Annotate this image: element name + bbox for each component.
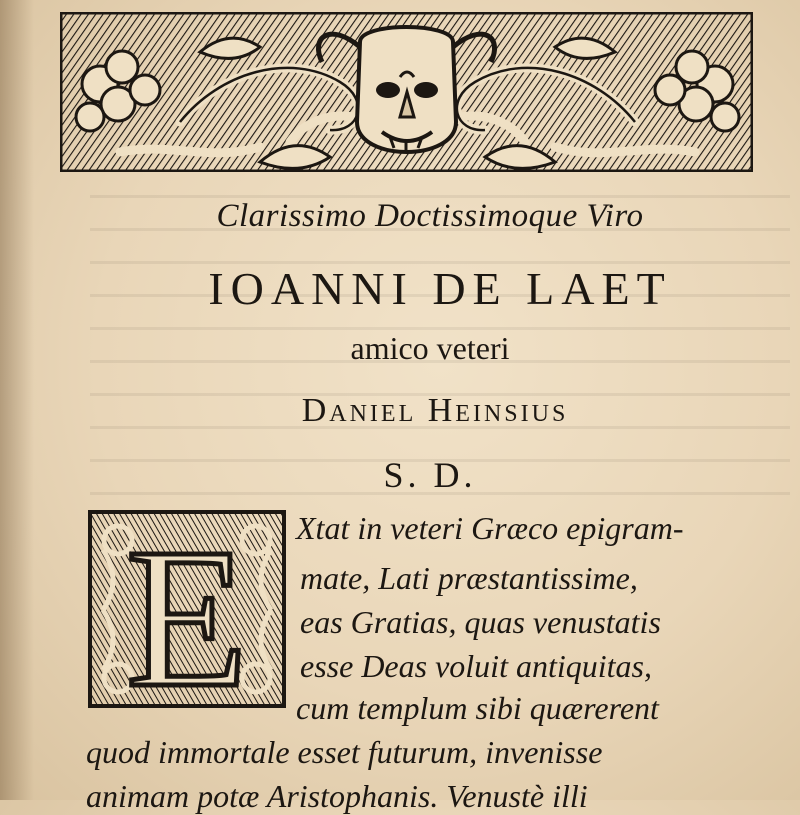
body-line-3: eas Gratias, quas venustatis: [300, 604, 661, 640]
author-name: Daniel Heinsius: [301, 392, 569, 429]
recipient-epithet: amico veteri: [350, 330, 510, 366]
body-line-4: esse Deas voluit antiquitas,: [300, 648, 652, 684]
body-line-6: quod immortale esset futurum, invenisse: [86, 734, 603, 770]
initial-letter-glyph: E: [125, 510, 249, 708]
body-line-2: mate, Lati præstantissime,: [300, 560, 638, 596]
salutation: S. D.: [383, 455, 477, 495]
decorated-initial-e: [88, 510, 286, 708]
body-line-7: animam potæ Aristophanis. Venustè illi: [86, 778, 588, 814]
recipient-name: IOANNI DE LAET: [208, 263, 672, 314]
body-line-1: Xtat in veteri Græco epigram-: [296, 510, 684, 546]
page-gutter-shadow: [0, 0, 34, 800]
dedication-line: Clarissimo Doctissimoque Viro: [216, 198, 644, 234]
woodcut-headpiece: [60, 12, 753, 172]
body-line-5: cum templum sibi quærerent: [296, 690, 659, 726]
